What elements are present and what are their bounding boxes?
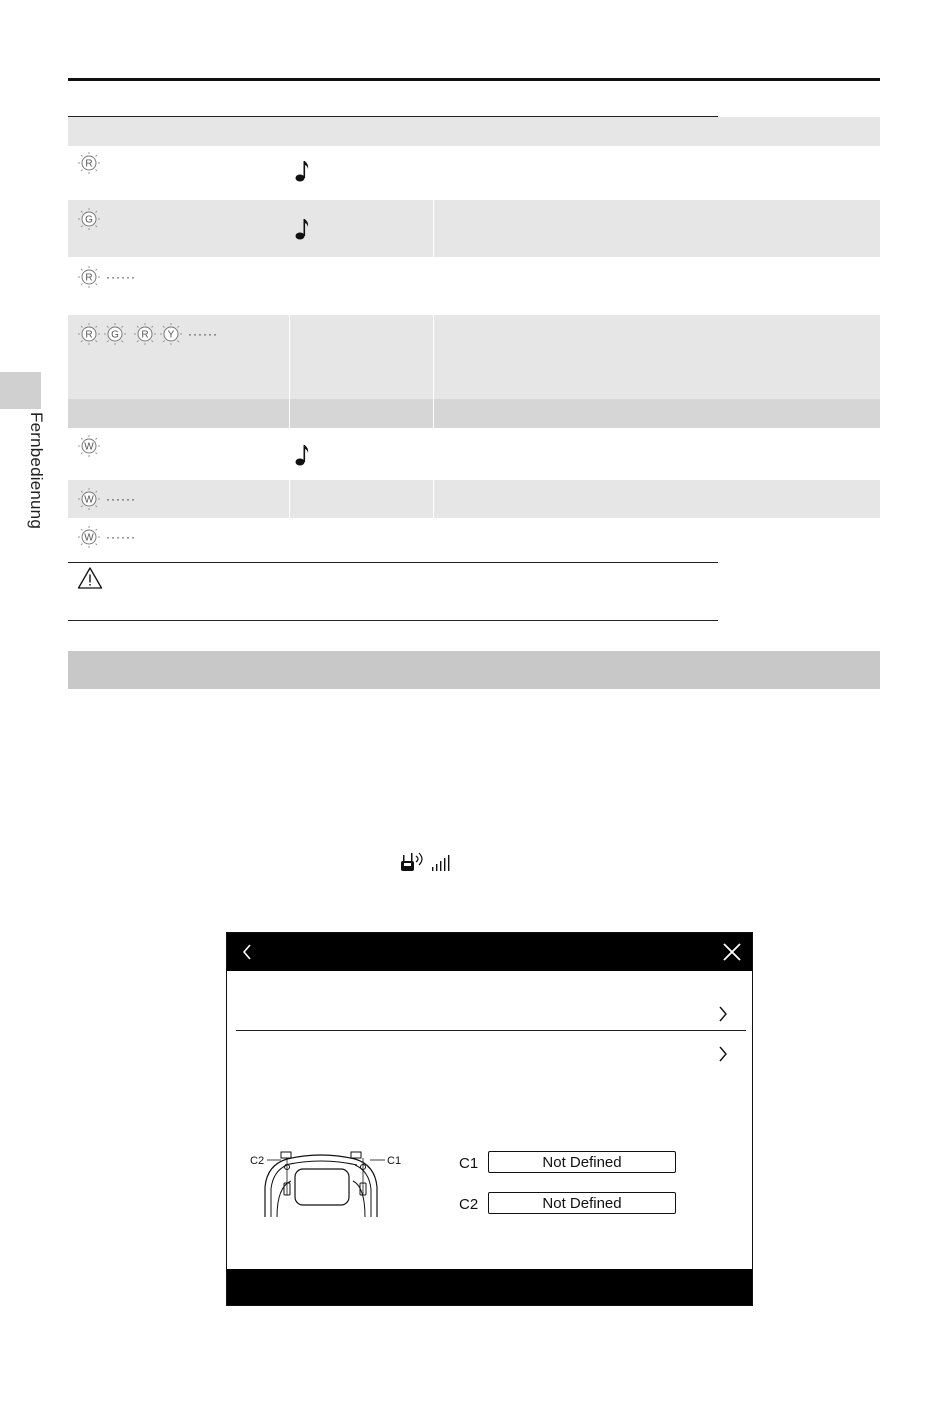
- led-letter: R: [85, 329, 93, 341]
- remote-controller-diagram: [247, 1147, 407, 1219]
- c1-dropdown[interactable]: Not Defined: [488, 1151, 676, 1173]
- warning-bottom-rule: [68, 620, 718, 621]
- music-note-icon: [294, 442, 312, 468]
- table-subheader: [68, 399, 880, 428]
- screen-bottom-bar: [227, 1269, 752, 1305]
- led-green-icon: [78, 208, 100, 230]
- diagram-c1-label: C1: [387, 1155, 402, 1167]
- led-red-icon: [78, 266, 100, 288]
- led-letter: G: [85, 214, 93, 226]
- table-row: [68, 146, 880, 200]
- music-note-icon: [294, 216, 312, 242]
- led-cell: [78, 266, 136, 288]
- warning-icon: [77, 566, 103, 590]
- table-row: [68, 518, 880, 562]
- chevron-right-icon: [717, 1005, 729, 1023]
- side-tab-marker: [0, 372, 41, 409]
- signal-strength-icon: [400, 851, 452, 873]
- led-cell: [78, 323, 218, 345]
- led-red-icon: [134, 323, 156, 345]
- table-row: [68, 480, 880, 518]
- blink-dots: ······: [106, 530, 136, 544]
- table-header: [68, 117, 880, 146]
- led-red-icon: [78, 323, 100, 345]
- back-arrow-icon[interactable]: [239, 942, 255, 962]
- diagram-c2-label: C2: [250, 1155, 265, 1167]
- music-note-icon: [294, 158, 312, 184]
- led-cell: [78, 435, 100, 457]
- menu-divider: [236, 1030, 746, 1031]
- led-white-icon: [78, 526, 100, 548]
- blink-dots: ······: [106, 492, 136, 506]
- side-tab-label: Fernbedienung: [27, 412, 46, 529]
- table-row: [68, 428, 880, 480]
- section-heading-bar: [68, 651, 880, 689]
- chevron-right-icon: [717, 1045, 729, 1063]
- led-green-icon: [104, 323, 126, 345]
- led-letter: Y: [167, 329, 175, 341]
- led-yellow-icon: [160, 323, 182, 345]
- menu-item-2[interactable]: [227, 1037, 752, 1071]
- led-white-icon: [78, 435, 100, 457]
- led-letter: R: [141, 329, 149, 341]
- c2-dropdown[interactable]: Not Defined: [488, 1192, 676, 1214]
- led-letter: W: [84, 441, 94, 453]
- led-cell: [78, 208, 100, 230]
- blink-dots: ······: [106, 270, 136, 284]
- c1-label: C1: [459, 1155, 479, 1172]
- table-row: [68, 257, 880, 315]
- led-cell: [78, 152, 100, 174]
- device-screen: [226, 932, 753, 1306]
- led-letter: R: [85, 272, 93, 284]
- blink-dots: ······: [188, 327, 218, 341]
- led-cell: [78, 488, 136, 510]
- led-cell: [78, 526, 136, 548]
- menu-item-1[interactable]: [227, 995, 752, 1029]
- c2-label: C2: [459, 1196, 479, 1213]
- led-letter: R: [85, 158, 93, 170]
- led-letter: W: [84, 494, 94, 506]
- led-red-icon: [78, 152, 100, 174]
- warning-top-rule: [68, 562, 718, 563]
- led-letter: W: [84, 532, 94, 544]
- close-icon[interactable]: [722, 942, 742, 962]
- led-white-icon: [78, 488, 100, 510]
- led-letter: G: [111, 329, 119, 341]
- screen-top-bar: [227, 933, 752, 971]
- header-rule: [68, 78, 880, 81]
- table-row: [68, 200, 880, 257]
- table-row: [68, 315, 880, 399]
